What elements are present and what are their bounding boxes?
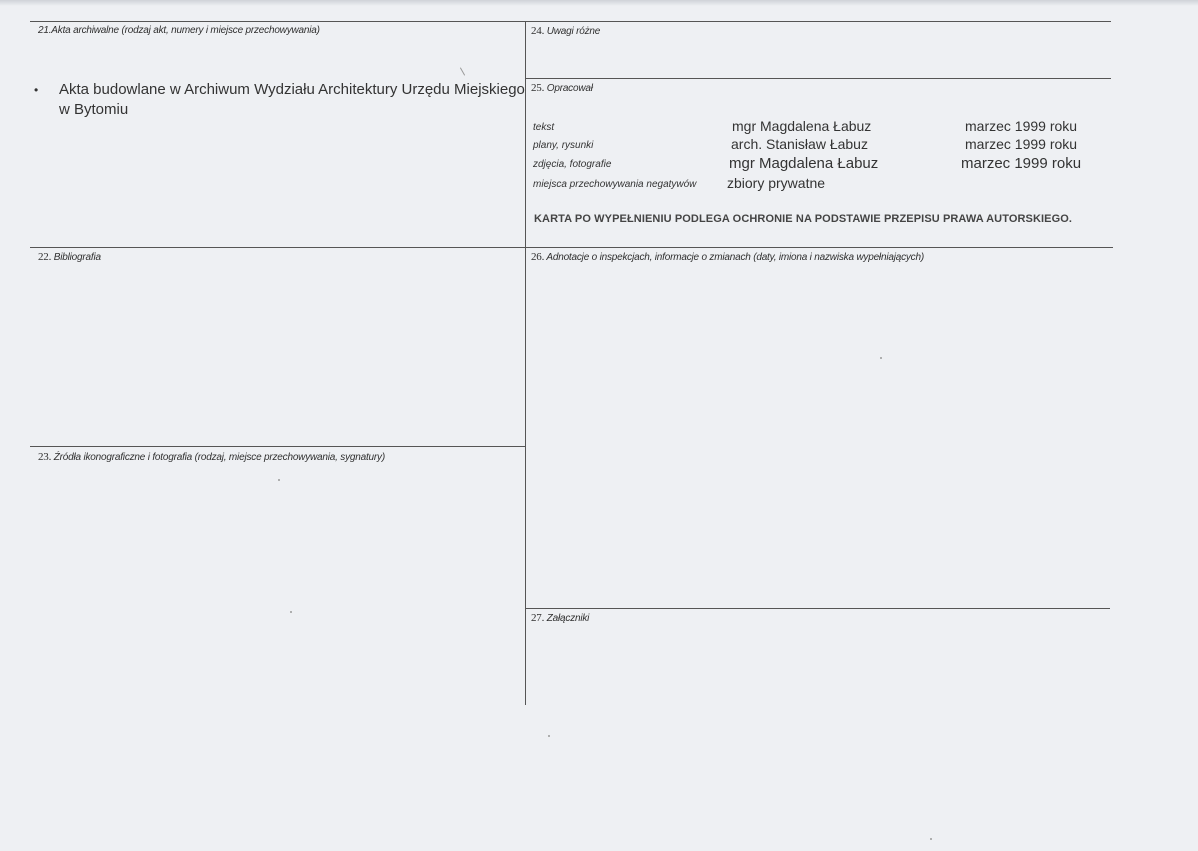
archive-entry-text: Akta budowlane w Archiwum Wydziału Architektury Urzędu Miejskiego w Bytomiu (59, 81, 525, 118)
prepared-row-date: marzec 1999 roku (965, 136, 1078, 152)
prepared-row-key: plany, rysunki (533, 140, 594, 151)
top-rule-right (526, 21, 1111, 22)
scan-edge-shadow (0, 0, 1198, 6)
prepared-row-key: miejsca przechowywania negatywów (533, 179, 697, 190)
bullet-icon: • (34, 83, 39, 97)
field-26-label: 26. Adnotacje o inspekcjach, informacje o zmianach (daty, imiona i nazwiska wypełniających) (531, 251, 924, 263)
field-25-label: 25. Opracował (531, 82, 593, 94)
prepared-row-negatives (533, 175, 1093, 193)
scan-speck (548, 735, 550, 737)
top-rule-left (30, 21, 525, 22)
rule-mid-right (526, 247, 1113, 248)
center-divider (525, 21, 526, 705)
rule-24-25 (526, 78, 1111, 79)
copyright-notice: KARTA PO WYPEŁNIENIU PODLEGA OCHRONIE NA PODSTAWIE PRZEPISU PRAWA AUTORSKIEGO. (534, 213, 1073, 225)
scan-speck (278, 479, 280, 481)
prepared-row-author: zbiory prywatne (727, 175, 826, 191)
prepared-row-photos (533, 155, 1093, 173)
prepared-row-text (533, 118, 1093, 136)
prepared-row-author: mgr Magdalena Łabuz (732, 118, 872, 134)
scan-speck (290, 611, 292, 613)
rule-mid-left (30, 247, 525, 248)
field-24-label: 24. Uwagi różne (531, 25, 601, 37)
scan-speck (880, 357, 882, 359)
rule-22-23 (30, 446, 525, 447)
scan-speck (460, 67, 465, 75)
prepared-row-author: mgr Magdalena Łabuz (729, 155, 879, 172)
field-22-label: 22. Bibliografia (38, 251, 101, 263)
prepared-row-author: arch. Stanisław Łabuz (731, 136, 868, 152)
field-23-label: 23. Źródła ikonograficzne i fotografia (rodzaj, miejsce przechowywania, sygnatury) (38, 451, 385, 463)
prepared-row-key: zdjęcia, fotografie (533, 159, 612, 170)
archive-entry (34, 80, 530, 120)
field-21-label: 21.Akta archiwalne (rodzaj akt, numery i miejsce przechowywania) (38, 25, 320, 36)
prepared-row-date: marzec 1999 roku (961, 155, 1082, 172)
prepared-row-key: tekst (533, 122, 555, 133)
rule-26-27 (526, 608, 1110, 609)
prepared-row-date: marzec 1999 roku (965, 118, 1078, 134)
prepared-row-plans (533, 136, 1093, 154)
scan-speck (930, 838, 932, 840)
field-27-label: 27. Załączniki (531, 612, 590, 624)
